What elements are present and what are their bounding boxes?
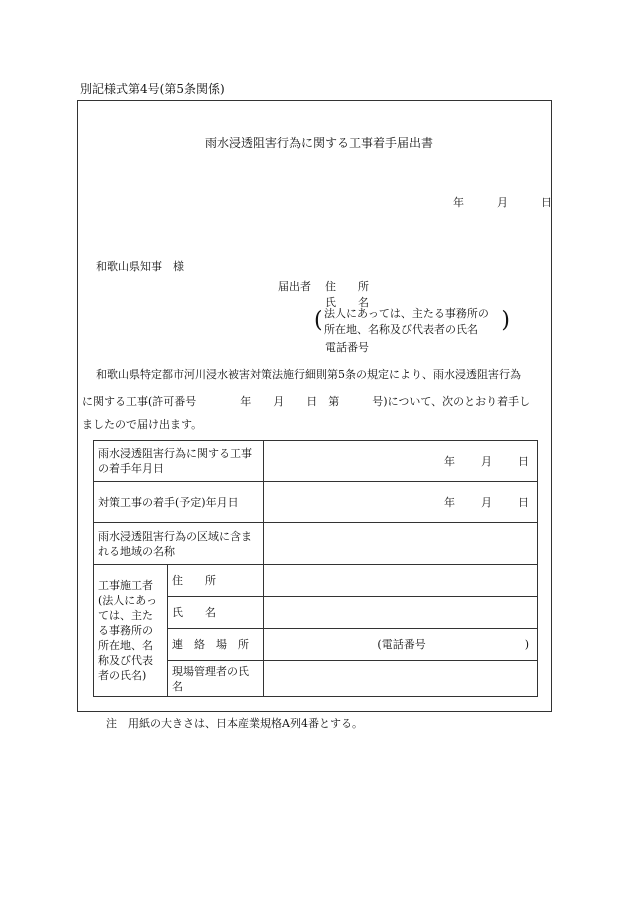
table-row (94, 441, 538, 482)
constructor-contact-label: 連 絡 場 所 (168, 629, 264, 661)
addressee: 和歌山県知事 様 (96, 260, 184, 273)
form-label: 別記様式第4号(第5条関係) (80, 82, 225, 96)
body-line3: ましたので届け出ます。 (82, 418, 203, 431)
notifier-name-label: 氏 名 (325, 296, 369, 309)
corp-note-line2: 所在地、名称及び代表者の氏名 (324, 323, 478, 336)
body-line2: に関する工事(許可番号 年 月 日 第 号)について、次のとおり着手し (82, 395, 531, 408)
row-measure-date-label: 対策工事の着手(予定)年月日 (94, 482, 264, 523)
site-manager-label: 現場管理者の氏 名 (168, 661, 264, 697)
left-paren-icon: ( (314, 308, 323, 333)
phone-note: (電話番号 ) (377, 638, 529, 651)
date-year: 年 (453, 196, 464, 209)
site-manager-value[interactable] (264, 661, 538, 697)
row-measure-date-value[interactable]: 年 月 日 (264, 482, 538, 523)
date-line (453, 197, 552, 208)
table-row (94, 523, 538, 565)
notifier-address-label: 住 所 (325, 280, 369, 293)
constructor-address-value[interactable] (264, 565, 538, 597)
footnote: 注 用紙の大きさは、日本産業規格A列4番とする。 (106, 717, 363, 730)
constructor-name-value[interactable] (264, 597, 538, 629)
constructor-name-label: 氏 名 (168, 597, 264, 629)
notifier-phone-label: 電話番号 (325, 341, 369, 354)
date-day: 日 (541, 196, 552, 209)
row-area-name-value[interactable] (264, 523, 538, 565)
body-line1: 和歌山県特定都市河川浸水被害対策法施行細則第5条の規定により、雨水浸透阻害行為 (96, 368, 521, 381)
constructor-contact-value[interactable] (264, 629, 538, 661)
table-row (94, 482, 538, 523)
table-row (94, 565, 538, 597)
constructor-label: 工事施工者(法人にあっては、主たる事務所の所在地、名称及び代表者の氏名) (94, 565, 168, 697)
row-area-name-label: 雨水浸透阻害行為の区域に含まれる地域の名称 (94, 523, 264, 565)
corp-note (314, 306, 510, 338)
right-paren-icon: ) (501, 308, 510, 333)
date-month: 月 (497, 196, 508, 209)
notifier-label: 届出者 (278, 280, 311, 293)
corp-note-line1: 法人にあっては、主たる事務所の (324, 307, 489, 320)
details-table (93, 440, 538, 697)
form-title: 雨水浸透阻害行為に関する工事着手届出書 (205, 136, 434, 150)
row-start-date-value[interactable]: 年 月 日 (264, 441, 538, 482)
constructor-address-label: 住 所 (168, 565, 264, 597)
row-start-date-label: 雨水浸透阻害行為に関する工事の着手年月日 (94, 441, 264, 482)
